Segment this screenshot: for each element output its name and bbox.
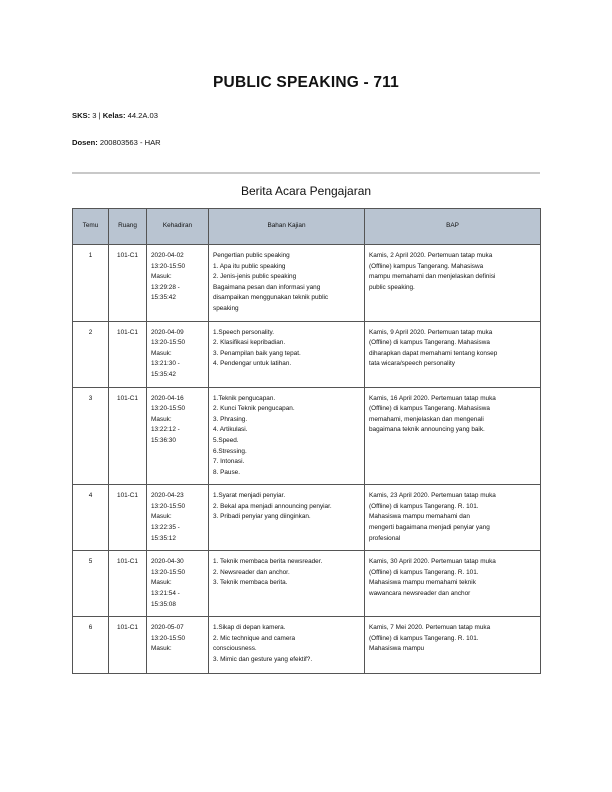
kelas-label: Kelas: [102, 111, 126, 120]
cell-temu: 2 [73, 321, 109, 387]
cell-kehadiran: 2020-04-16 13:20-15:50 Masuk: 13:22:12 - 15:36:30 [147, 387, 209, 485]
cell-bahan-kajian: 1.Teknik pengucapan. 2. Kunci Teknik pengucapan. 3. Phrasing. 4. Artikulasi. 5.Speed. 6.Stressing. 7. Intonasi. 8. Pause. [209, 387, 365, 485]
cell-ruang: 101-C1 [109, 551, 147, 617]
dosen-label: Dosen: [72, 138, 98, 147]
bap-table [72, 208, 541, 674]
cell-temu: 1 [73, 245, 109, 322]
header-temu: Temu [73, 209, 109, 245]
cell-kehadiran: 2020-04-23 13:20-15:50 Masuk: 13:22:35 - 15:35:12 [147, 485, 209, 551]
cell-kehadiran: 2020-04-02 13:20-15:50 Masuk: 13:29:28 - 15:35:42 [147, 245, 209, 322]
cell-temu: 3 [73, 387, 109, 485]
header-kehadiran: Kehadiran [147, 209, 209, 245]
cell-temu: 6 [73, 617, 109, 674]
table-row [73, 551, 541, 617]
section-title: Berita Acara Pengajaran [240, 184, 372, 198]
cell-kehadiran: 2020-04-30 13:20-15:50 Masuk: 13:21:54 - 15:35:08 [147, 551, 209, 617]
lecturer-meta [72, 138, 161, 147]
cell-bap: Kamis, 30 April 2020. Pertemuan tatap muka (Offline) di kampus Tangerang. R. 101. Mahasiswa mampu memahami teknik wawancara newsreader dan anchor [365, 551, 541, 617]
header-bap: BAP [365, 209, 541, 245]
cell-temu: 4 [73, 485, 109, 551]
header-bahan-kajian: Bahan Kajian [209, 209, 365, 245]
header-ruang: Ruang [109, 209, 147, 245]
cell-bap: Kamis, 23 April 2020. Pertemuan tatap muka (Offline) di kampus Tangerang. R. 101. Mahasiswa mampu memahami dan mengerti bagaimana menjadi penyiar yang profesional [365, 485, 541, 551]
cell-bahan-kajian: 1.Speech personality. 2. Klasifikasi kepribadian. 3. Penampilan baik yang tepat. 4. Pendengar untuk latihan. [209, 321, 365, 387]
table-header-row [73, 209, 541, 245]
table-row [73, 245, 541, 322]
cell-bap: Kamis, 2 April 2020. Pertemuan tatap muka (Offline) kampus Tangerang. Mahasiswa mampu memahami dan menjelaskan definisi public speaking. [365, 245, 541, 322]
table-row [73, 617, 541, 674]
cell-bap: Kamis, 7 Mei 2020. Pertemuan tatap muka (Offline) di kampus Tangerang. R. 101. Mahasiswa mampu [365, 617, 541, 674]
cell-ruang: 101-C1 [109, 617, 147, 674]
cell-bahan-kajian: 1.Syarat menjadi penyiar. 2. Bekal apa menjadi announcing penyiar. 3. Pribadi penyiar yang diinginkan. [209, 485, 365, 551]
kelas-value: 44.2A.03 [125, 111, 158, 120]
table-row [73, 321, 541, 387]
cell-ruang: 101-C1 [109, 485, 147, 551]
sks-label: SKS: [72, 111, 91, 120]
sks-value: 3 | [90, 111, 103, 120]
cell-ruang: 101-C1 [109, 245, 147, 322]
cell-bahan-kajian: 1. Teknik membaca berita newsreader. 2. Newsreader dan anchor. 3. Teknik membaca berita. [209, 551, 365, 617]
cell-bahan-kajian: 1.Sikap di depan kamera. 2. Mic technique and camera consciousness. 3. Mimic dan gesture yang efektif?. [209, 617, 365, 674]
cell-ruang: 101-C1 [109, 387, 147, 485]
table-row [73, 387, 541, 485]
course-meta [72, 111, 158, 120]
cell-ruang: 101-C1 [109, 321, 147, 387]
divider [72, 172, 540, 174]
cell-bahan-kajian: Pengertian public speaking 1. Apa itu public speaking 2. Jenis-jenis public speaking Bagaimana pesan dan informasi yang disampaikan menggunakan teknik public speaking [209, 245, 365, 322]
cell-temu: 5 [73, 551, 109, 617]
cell-bap: Kamis, 16 April 2020. Pertemuan tatap muka (Offline) di kampus Tangerang. Mahasiswa memahami, menjelaskan dan mengenali bagaimana teknik announcing yang baik. [365, 387, 541, 485]
table-row [73, 485, 541, 551]
page-title: PUBLIC SPEAKING - 711 [213, 74, 399, 91]
dosen-value: 200803563 - HAR [97, 138, 161, 147]
cell-bap: Kamis, 9 April 2020. Pertemuan tatap muka (Offline) di kampus Tangerang. Mahasiswa diharapkan dapat memahami tentang konsep tata wicara/speech personality [365, 321, 541, 387]
cell-kehadiran: 2020-05-07 13:20-15:50 Masuk: [147, 617, 209, 674]
cell-kehadiran: 2020-04-09 13:20-15:50 Masuk: 13:21:30 - 15:35:42 [147, 321, 209, 387]
